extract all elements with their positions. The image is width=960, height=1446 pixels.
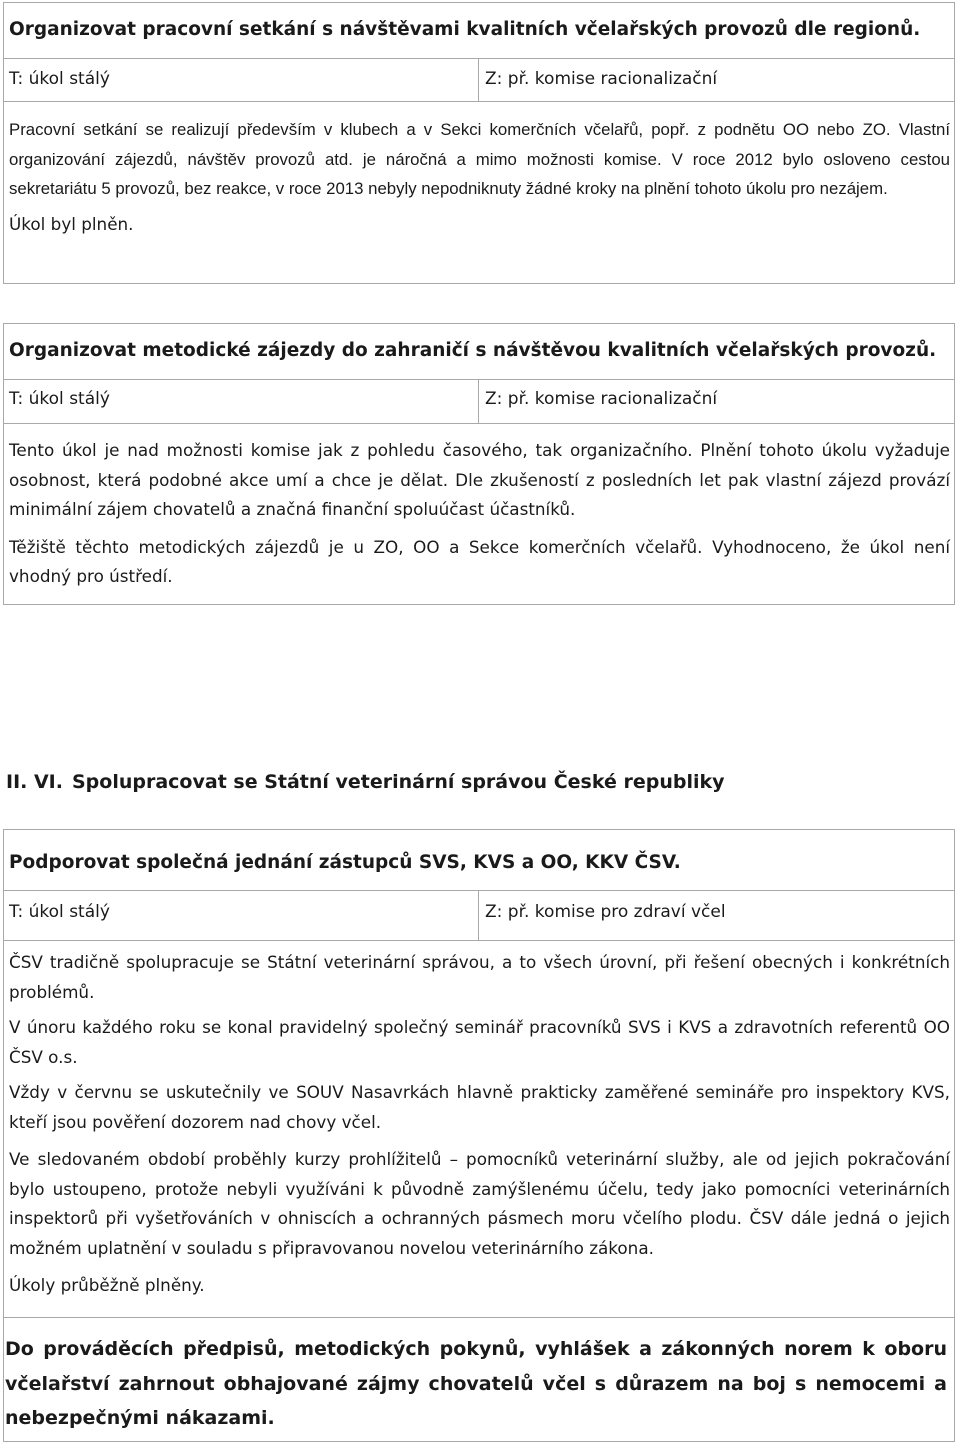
task-title: Organizovat metodické zájezdy do zahraničí s návštěvou kvalitních včelařských provozů. — [9, 340, 937, 361]
section-number: II. VI. — [6, 771, 63, 793]
task-responsible: Z: př. komise racionalizační — [485, 389, 718, 409]
task-report — [9, 948, 950, 1301]
task-term: T: úkol stálý — [9, 389, 110, 409]
task-responsible: Z: př. komise racionalizační — [485, 69, 718, 89]
report-paragraph: ČSV tradičně spolupracuje se Státní veterinární správou, a to všech úrovní, při řešení obecných i konkrétních problémů. — [9, 952, 950, 1002]
task-term: T: úkol stálý — [9, 902, 110, 922]
section-heading — [6, 771, 725, 793]
task-title: Podporovat společná jednání zástupců SVS, KVS a OO, KKV ČSV. — [9, 852, 681, 873]
task-term: T: úkol stálý — [9, 69, 110, 89]
report-paragraph: Těžiště těchto metodických zájezdů je u ZO, OO a Sekce komerčních včelařů. Vyhodnoceno, že úkol není vhodný pro ústředí. — [9, 536, 950, 586]
task-responsible: Z: př. komise pro zdraví včel — [485, 902, 726, 922]
report-paragraph: Ve sledovaném období proběhly kurzy prohlížitelů – pomocníků veterinární služby, ale od jejich pokračování bylo ustoupeno, protože nebyli využíváni k původně zamýšlenému účelu, tedy jako pomocníci veterinárních inspektorů při vyšetřováních v ohniscích a ochranných pásmech moru včelího plodu. ČSV dále jedná o jejich možném uplatnění v souladu s připravovanou novelou veterinárního zákona. — [9, 1149, 950, 1258]
section-title: Spolupracovat se Státní veterinární správou České republiky — [72, 771, 725, 793]
task-block-1 — [3, 2, 955, 284]
report-paragraph: V únoru každého roku se konal pravidelný společný seminář pracovníků SVS i KVS a zdravotních referentů OO ČSV o.s. — [9, 1017, 950, 1067]
report-paragraph: Pracovní setkání se realizují především v klubech a v Sekci komerčních včelařů, popř. z podnětu OO nebo ZO. Vlastní organizování zájezdů, návštěv provozů atd. je náročná a mimo možnosti komise. V roce 2012 bylo osloveno cestou sekretariátu 5 provozů, bez reakce, v roce 2013 nebyly nepodniknuty žádné kroky na plnění tohoto úkolu pro nezájem. — [9, 120, 950, 198]
task-report — [9, 436, 950, 592]
task-title-next: Do prováděcích předpisů, metodických pokynů, vyhlášek a zákonných norem k oboru včelařství zahrnout obhajované zájmy chovatelů včel s důrazem na boj s nemocemi a nebezpečnými nákazami. — [5, 1338, 947, 1429]
report-paragraph: Vždy v červnu se uskutečnily ve SOUV Nasavrkách hlavně prakticky zaměřené semináře pro inspektory KVS, kteří jsou pověření dozorem nad chovy včel. — [9, 1082, 950, 1132]
report-paragraph: Tento úkol je nad možnosti komise jak z pohledu časového, tak organizačního. Plnění tohoto úkolu vyžaduje osobnost, která podobné akce umí a chce je dělat. Dle zkušeností z posledních let pak vlastní zájezd provází minimální zájem chovatelů a značná finanční spoluúčast účastníků. — [9, 440, 950, 519]
task-block-2 — [3, 323, 955, 605]
task-report — [9, 115, 950, 239]
task-title: Organizovat pracovní setkání s návštěvami kvalitních včelařských provozů dle regionů. — [9, 19, 921, 40]
report-paragraph: Úkol byl plněn. — [9, 213, 134, 234]
report-paragraph: Úkoly průběžně plněny. — [9, 1275, 205, 1295]
